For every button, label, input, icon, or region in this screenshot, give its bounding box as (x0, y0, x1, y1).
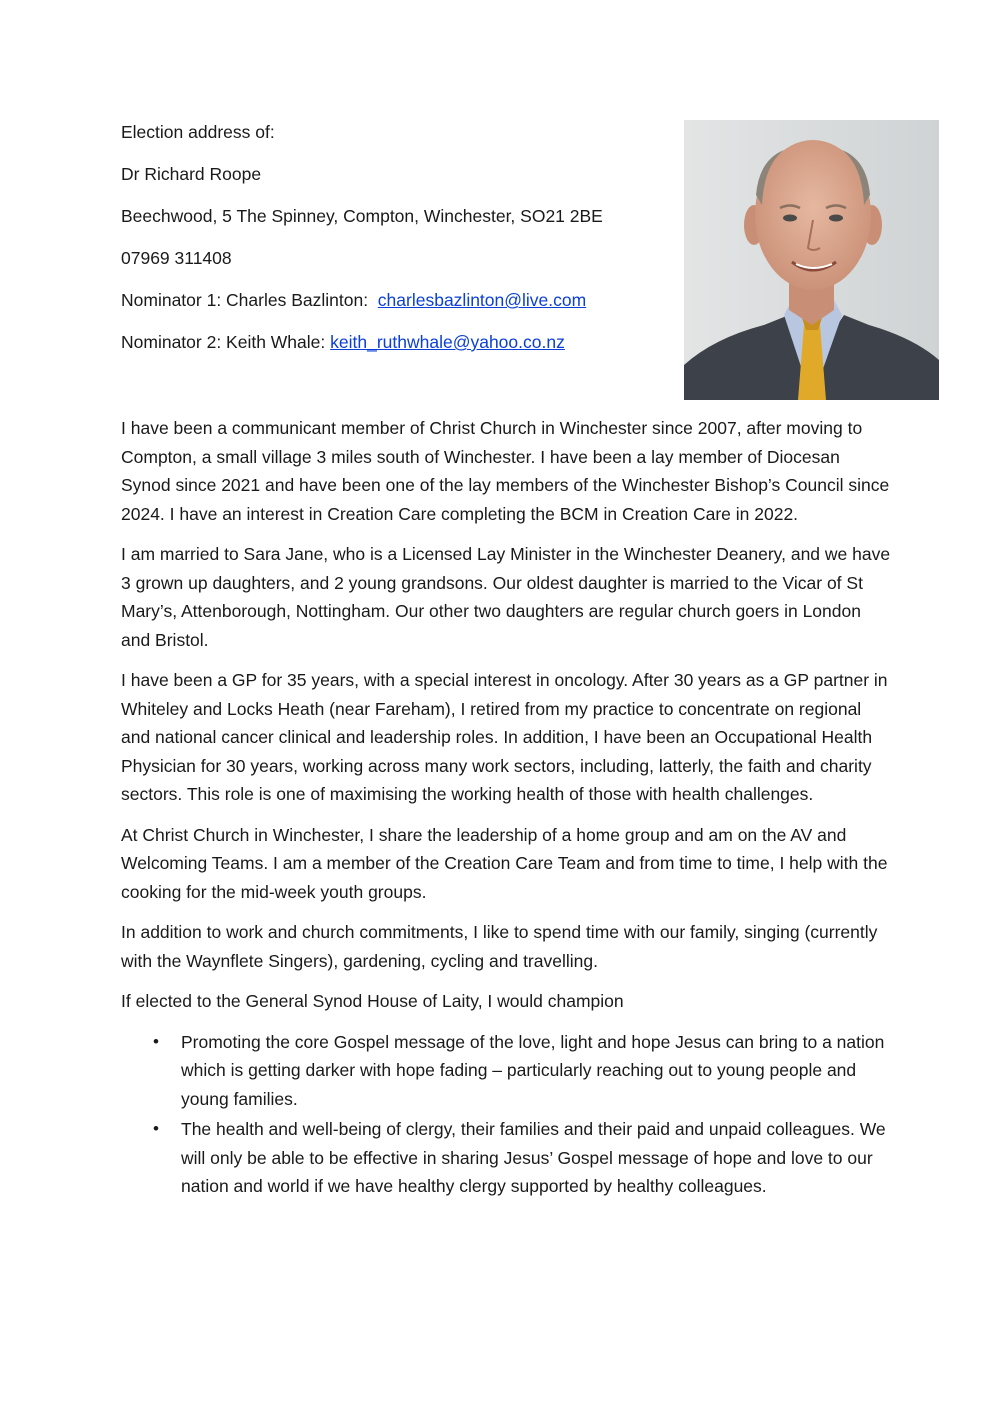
paragraph-champion-intro: If elected to the General Synod House of Laity, I would champion (121, 991, 624, 1011)
nominator-1 (121, 289, 671, 311)
nominator-2-email-link[interactable]: keith_ruthwhale@yahoo.co.nz (330, 332, 565, 352)
nominator-2-label: Nominator 2: Keith Whale: (121, 332, 331, 352)
election-statement (121, 414, 891, 1203)
bullet-text: The health and well-being of clergy, their families and their paid and unpaid colleagues. We will only be able to be effective in sharing Jesus’ Gospel message of hope and love to our nation and world if we have healthy clergy supported by healthy colleagues. (181, 1119, 886, 1196)
list-item (121, 1028, 891, 1114)
bullet-text: Promoting the core Gospel message of the love, light and hope Jesus can bring to a nation which is getting darker with hope fading – particularly reaching out to young people and young families. (181, 1031, 885, 1109)
bullet-icon: • (153, 1031, 159, 1051)
paragraph-interests: In addition to work and church commitments, I like to spend time with our family, singing (currently with the Waynflete Singers), gardening, cycling and travelling. (121, 922, 878, 971)
candidate-name: Dr Richard Roope (121, 164, 262, 184)
paragraph-family: I am married to Sara Jane, who is a Licensed Lay Minister in the Winchester Deanery, and we have 3 grown up daughters, and 2 young grandsons. Our oldest daughter is married to the Vicar of St Mary’s, Attenborough, Nottingham. Our other two daughters are regular church goers in London and Bristol. (121, 544, 891, 650)
champion-list (121, 1028, 891, 1201)
candidate-portrait-photo (684, 120, 939, 400)
nominator-1-label: Nominator 1: Charles Bazlinton: (121, 290, 378, 310)
portrait-photo-icon (684, 120, 939, 400)
header-title: Election address of: (121, 122, 275, 142)
candidate-address: Beechwood, 5 The Spinney, Compton, Winchester, SO21 2BE (121, 206, 603, 226)
paragraph-career: I have been a GP for 35 years, with a special interest in oncology. After 30 years as a GP partner in Whiteley and Locks Heath (near Fareham), I retired from my practice to concentrate on regional and national cancer clinical and leadership roles. In addition, I have been an Occupational Health Physician for 30 years, working across many work sectors, including, latterly, the faith and charity sectors. This role is one of maximising the working health of those with health challenges. (121, 670, 888, 804)
paragraph-membership: I have been a communicant member of Christ Church in Winchester since 2007, after moving to Compton, a small village 3 miles south of Winchester. I have been a lay member of Diocesan Synod since 2021 and have been one of the lay members of the Winchester Bishop’s Council since 2024. I have an interest in Creation Care completing the BCM in Creation Care in 2022. (121, 418, 890, 524)
list-item (121, 1115, 891, 1201)
candidate-phone: 07969 311408 (121, 248, 232, 268)
nominator-1-email-link[interactable]: charlesbazlinton@live.com (377, 290, 587, 310)
nominator-2 (121, 331, 671, 353)
paragraph-church-roles: At Christ Church in Winchester, I share the leadership of a home group and am on the AV and Welcoming Teams. I am a member of the Creation Care Team and from time to time, I help with the cooking for the mid-week youth groups. (121, 824, 888, 902)
election-header (121, 121, 671, 373)
bullet-icon: • (153, 1119, 159, 1138)
